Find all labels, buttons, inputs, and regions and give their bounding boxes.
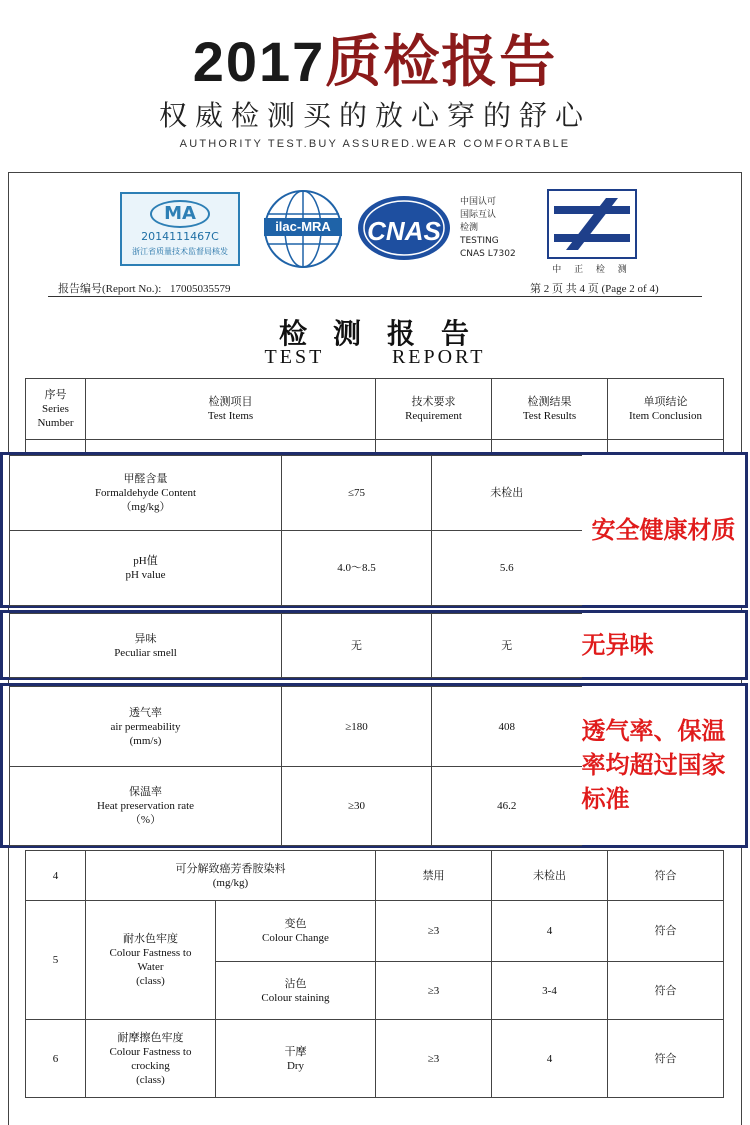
table-row: 6 耐摩擦色牢度 Colour Fastness to crocking (class) 干摩 Dry ≥3 4 符合	[26, 1020, 724, 1098]
table-row: 甲醛含量 Formaldehyde Content （mg/kg） ≤75 未检出 安全健康材质	[10, 456, 746, 531]
cnas-text: CNAS	[367, 216, 441, 246]
report-number	[58, 280, 231, 296]
report-title-en: TEST REPORT	[264, 346, 486, 368]
cnas-info-line: 检测	[460, 223, 479, 233]
ilac-mra-logo	[262, 188, 344, 270]
highlight-odor-table	[9, 613, 746, 678]
highlight-safety-table	[9, 455, 746, 606]
page-info: 第 2 页 共 4 页 (Page 2 of 4)	[530, 283, 659, 295]
table-row: 5 耐水色牢度 Colour Fastness to Water (class) 变色 Colour Change ≥3 4 符合	[26, 901, 724, 962]
meta-divider	[48, 296, 702, 297]
highlight-comfort	[0, 683, 748, 848]
report-number-label: 报告编号(Report No.):	[58, 283, 162, 295]
headline-title: 质检报告	[325, 30, 558, 95]
highlight-odor	[0, 610, 748, 680]
subtitle: 权威检测买的放心穿的舒心	[158, 99, 591, 132]
table-row: 4 可分解致癌芳香胺染料 (mg/kg) 禁用 未检出 符合	[26, 851, 724, 901]
report-title-cn: 检测报告	[278, 319, 495, 350]
table-row: 透气率 air permeability (mm/s) ≥180 408 透气率、保温 率均超过国家 标准	[10, 687, 746, 767]
report-number-value: 17005035579	[170, 283, 231, 295]
zhongzheng-caption: 中 正 检 测	[552, 265, 632, 275]
callout-no-odor: 无异味	[581, 632, 654, 659]
callout-safe: 安全健康材质	[591, 517, 736, 544]
cnas-info-line: 中国认可	[460, 197, 497, 207]
results-table-header	[25, 378, 724, 455]
zhongzheng-mark-icon	[546, 188, 638, 260]
col-test-items: 检测项目 Test Items	[86, 379, 376, 440]
cnas-info-line: 国际互认	[460, 210, 497, 220]
callout-exceed: 透气率、保温 率均超过国家 标准	[581, 719, 726, 813]
col-test-results: 检测结果 Test Results	[492, 379, 608, 440]
highlight-safety	[0, 452, 748, 608]
cnas-info	[460, 196, 550, 261]
cma-number: 2014111467C	[141, 230, 219, 243]
highlight-comfort-table	[9, 686, 746, 846]
table-row: 沾色 Colour staining ≥3 3-4 符合	[26, 962, 724, 1020]
tagline: AUTHORITY TEST.BUY ASSURED.WEAR COMFORTABLE	[179, 138, 571, 150]
cnas-info-line: CNAS L7302	[460, 249, 516, 259]
headline	[0, 18, 750, 98]
cma-org: 浙江省质量技术监督局核发	[132, 247, 228, 256]
ilac-text: ilac-MRA	[264, 218, 342, 236]
table-row: 异味 Peculiar smell 无 无 无异味	[10, 614, 746, 678]
table-row: pH值 pH value 4.0～8.5 5.6	[10, 531, 746, 606]
headline-year: 2017	[192, 30, 326, 93]
cnas-info-line: TESTING	[460, 236, 499, 246]
col-conclusion: 单项结论 Item Conclusion	[608, 379, 724, 440]
col-requirement: 技术要求 Requirement	[376, 379, 492, 440]
zhongzheng-logo	[546, 188, 638, 272]
table-row: 保温率 Heat preservation rate （%） ≥30 46.2	[10, 767, 746, 846]
col-series: 序号 Series Number	[26, 379, 86, 440]
results-table-lower	[25, 850, 724, 1098]
cma-mark-icon: MA	[150, 200, 210, 228]
cma-logo	[120, 192, 240, 266]
cnas-logo	[356, 194, 452, 262]
